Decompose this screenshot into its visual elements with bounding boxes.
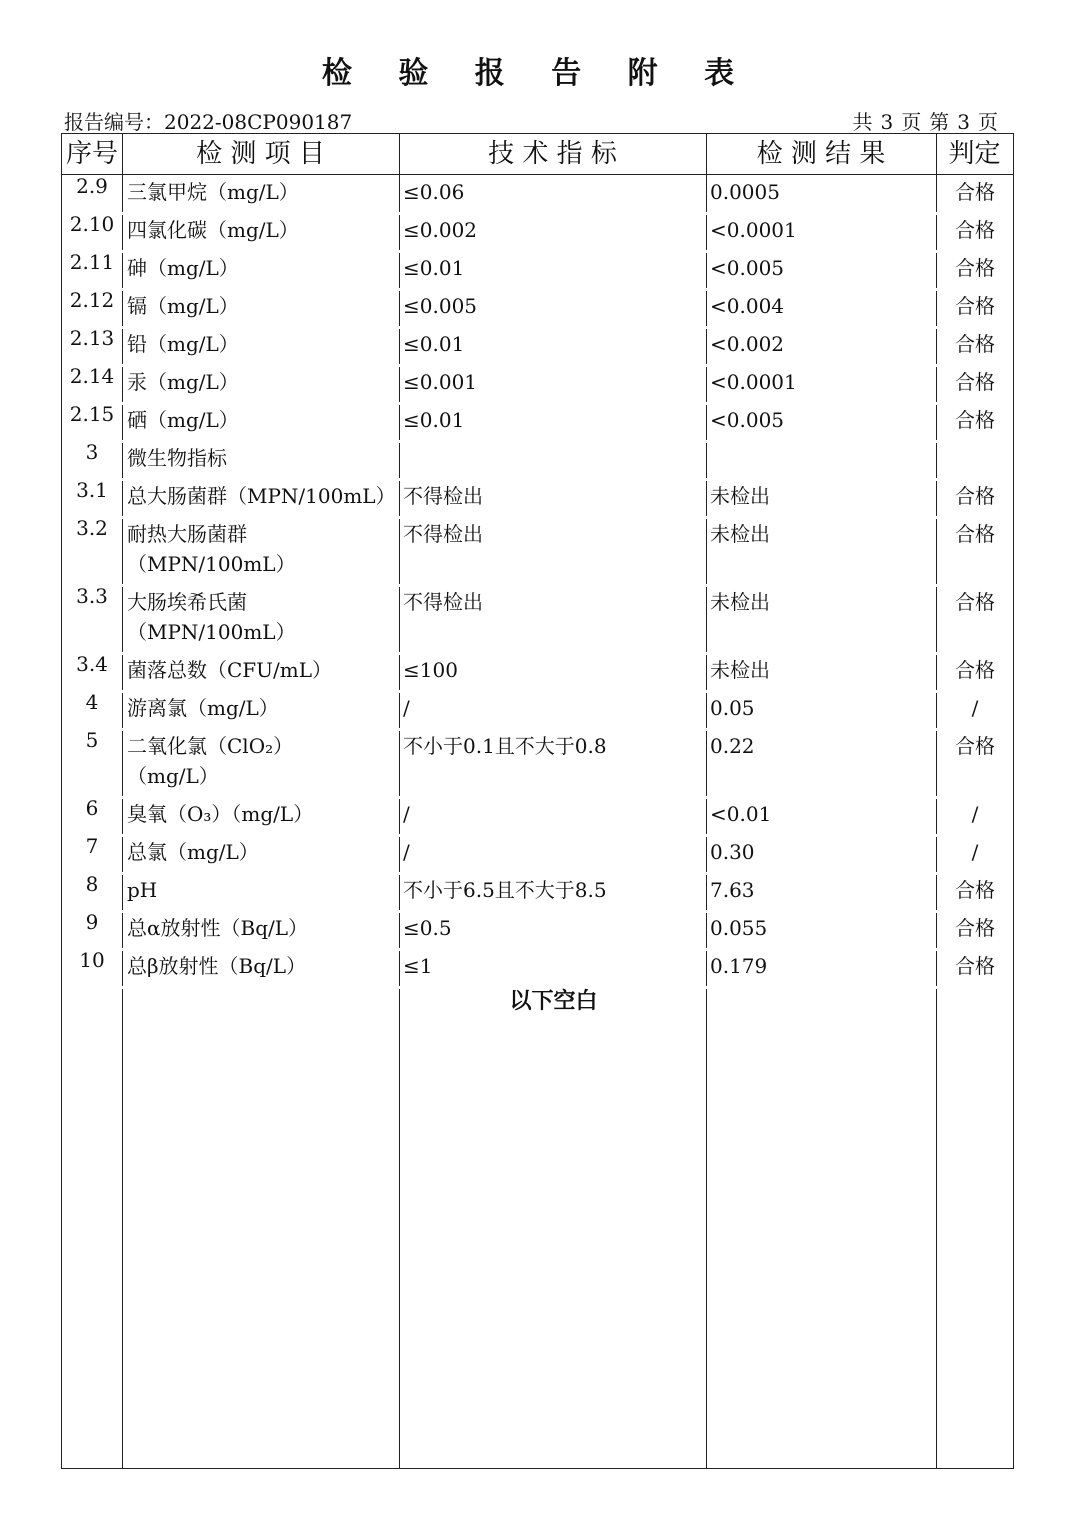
total-label: 共 xyxy=(852,110,875,134)
page-indicator xyxy=(847,106,1000,135)
row-number: 3.3 xyxy=(76,584,108,608)
row-number: 2.10 xyxy=(69,212,115,236)
row-item: 总α放射性（Bq/L） xyxy=(127,916,309,940)
end-mark: 以下空白 xyxy=(509,989,598,1014)
row-number: 2.13 xyxy=(69,326,115,350)
results-table xyxy=(61,133,1014,1469)
header-result: 检 测 结 果 xyxy=(756,139,886,169)
row-item: 菌落总数（CFU/mL） xyxy=(127,658,333,682)
table-row xyxy=(62,365,1013,403)
table-row xyxy=(62,797,1013,835)
row-judge: 合格 xyxy=(955,878,995,902)
row-result: 7.63 xyxy=(710,878,755,902)
table-row xyxy=(62,835,1013,873)
table-row xyxy=(62,729,1013,797)
row-judge: 合格 xyxy=(955,218,995,242)
table-row xyxy=(62,949,1013,987)
header-spec: 技 术 指 标 xyxy=(488,139,617,169)
table-row xyxy=(62,873,1013,911)
row-judge: 合格 xyxy=(955,180,995,204)
row-judge: 合格 xyxy=(955,734,995,758)
row-spec: ≤0.002 xyxy=(403,218,478,242)
row-result: <0.002 xyxy=(710,332,785,356)
table-row xyxy=(62,441,1013,479)
row-result: <0.004 xyxy=(710,294,785,318)
row-number: 2.15 xyxy=(69,402,115,426)
row-judge: 合格 xyxy=(955,484,995,508)
table-row xyxy=(62,479,1013,517)
row-number: 2.12 xyxy=(69,288,115,312)
row-result: 0.179 xyxy=(710,954,768,978)
row-number: 3.2 xyxy=(76,516,108,540)
row-judge: 合格 xyxy=(955,332,995,356)
table-row xyxy=(62,691,1013,729)
row-number: 4 xyxy=(85,690,99,714)
row-item: 总β放射性（Bq/L） xyxy=(127,954,307,978)
row-item: 臭氧（O₃）（mg/L） xyxy=(127,802,314,826)
total-pages: 3 xyxy=(880,110,896,134)
row-judge: / xyxy=(971,696,979,720)
table-row xyxy=(62,517,1013,585)
row-judge: 合格 xyxy=(955,954,995,978)
table-row xyxy=(62,403,1013,441)
row-result: <0.005 xyxy=(710,256,785,280)
row-result: 未检出 xyxy=(710,522,770,546)
page-title: 检 验 报 告 附 表 xyxy=(321,56,753,91)
row-judge: 合格 xyxy=(955,590,995,614)
row-item: 微生物指标 xyxy=(127,446,227,470)
row-number: 5 xyxy=(85,728,99,752)
row-spec: / xyxy=(403,696,410,720)
table-row xyxy=(62,911,1013,949)
row-item: 大肠埃希氏菌 xyxy=(127,590,247,614)
row-judge: 合格 xyxy=(955,370,995,394)
row-result: 0.055 xyxy=(710,916,768,940)
page-label: 页 xyxy=(901,110,924,134)
row-spec: ≤0.01 xyxy=(403,332,465,356)
table-row xyxy=(62,251,1013,289)
row-result: 未检出 xyxy=(710,590,770,614)
row-spec: 不小于6.5且不大于8.5 xyxy=(403,878,607,902)
row-number: 3.4 xyxy=(76,652,108,676)
row-judge: / xyxy=(971,802,979,826)
row-item: 耐热大肠菌群 xyxy=(127,522,247,546)
row-spec: ≤100 xyxy=(403,658,458,682)
row-spec: ≤0.06 xyxy=(403,180,465,204)
row-item: 硒（mg/L） xyxy=(127,408,239,432)
row-result: <0.0001 xyxy=(710,370,797,394)
row-spec: 不得检出 xyxy=(403,484,483,508)
end-label: 页 xyxy=(978,110,1000,134)
header-item: 检 测 项 目 xyxy=(196,139,325,169)
row-number: 2.9 xyxy=(76,174,108,198)
row-result: 0.30 xyxy=(710,840,755,864)
row-item: 二氧化氯（ClO₂） xyxy=(127,734,294,758)
header-no: 序号 xyxy=(65,139,118,169)
row-judge: 合格 xyxy=(955,294,995,318)
row-spec: 不得检出 xyxy=(403,522,483,546)
row-judge: / xyxy=(971,840,979,864)
current-page: 3 xyxy=(957,110,972,134)
row-item: 镉（mg/L） xyxy=(127,294,239,318)
report-number: 报告编号：2022-08CP090187 xyxy=(64,110,353,134)
row-spec: / xyxy=(403,840,410,864)
table-row xyxy=(62,327,1013,365)
row-number: 8 xyxy=(85,872,99,896)
row-spec: / xyxy=(403,802,410,826)
row-spec: ≤0.01 xyxy=(403,408,465,432)
row-item-continued: （MPN/100mL） xyxy=(127,552,296,576)
table-row xyxy=(62,289,1013,327)
row-spec: 不得检出 xyxy=(403,590,483,614)
row-item: 总氯（mg/L） xyxy=(127,840,259,864)
row-number: 7 xyxy=(85,834,99,858)
table-row xyxy=(62,585,1013,653)
row-result: 未检出 xyxy=(710,658,770,682)
row-judge: 合格 xyxy=(955,916,995,940)
table-row xyxy=(62,175,1013,213)
row-item: 游离氯（mg/L） xyxy=(127,696,279,720)
row-spec: ≤1 xyxy=(403,954,433,978)
table-row xyxy=(62,653,1013,691)
row-number: 9 xyxy=(85,910,99,934)
row-result: <0.0001 xyxy=(710,218,797,242)
row-number: 3 xyxy=(85,440,99,464)
row-item: pH xyxy=(127,878,158,902)
header-judge: 判定 xyxy=(948,139,1001,169)
row-item: 三氯甲烷（mg/L） xyxy=(127,180,299,204)
row-spec: ≤0.01 xyxy=(403,256,465,280)
row-judge: 合格 xyxy=(955,408,995,432)
row-item: 四氯化碳（mg/L） xyxy=(127,218,299,242)
row-result: 未检出 xyxy=(710,484,770,508)
row-judge: 合格 xyxy=(955,256,995,280)
row-number: 3.1 xyxy=(76,478,108,502)
row-item-continued: （MPN/100mL） xyxy=(127,620,296,644)
row-judge: 合格 xyxy=(955,522,995,546)
row-item-continued: （mg/L） xyxy=(127,764,219,788)
current-label: 第 xyxy=(929,110,952,134)
row-spec: ≤0.5 xyxy=(403,916,452,940)
row-result: <0.005 xyxy=(710,408,785,432)
row-number: 6 xyxy=(85,796,99,820)
table-header xyxy=(62,134,1013,175)
row-item: 铅（mg/L） xyxy=(127,332,239,356)
row-result: 0.0005 xyxy=(710,180,780,204)
row-item: 总大肠菌群（MPN/100mL） xyxy=(127,484,396,508)
row-result: 0.22 xyxy=(710,734,755,758)
row-spec: 不小于0.1且不大于0.8 xyxy=(403,734,607,758)
row-number: 10 xyxy=(79,948,105,972)
row-judge: 合格 xyxy=(955,658,995,682)
row-item: 汞（mg/L） xyxy=(127,370,239,394)
row-spec: ≤0.001 xyxy=(403,370,478,394)
row-number: 2.14 xyxy=(69,364,115,388)
row-item: 砷（mg/L） xyxy=(127,256,239,280)
table-row xyxy=(62,213,1013,251)
row-spec: ≤0.005 xyxy=(403,294,478,318)
row-number: 2.11 xyxy=(69,250,115,274)
row-result: <0.01 xyxy=(710,802,772,826)
row-result: 0.05 xyxy=(710,696,755,720)
